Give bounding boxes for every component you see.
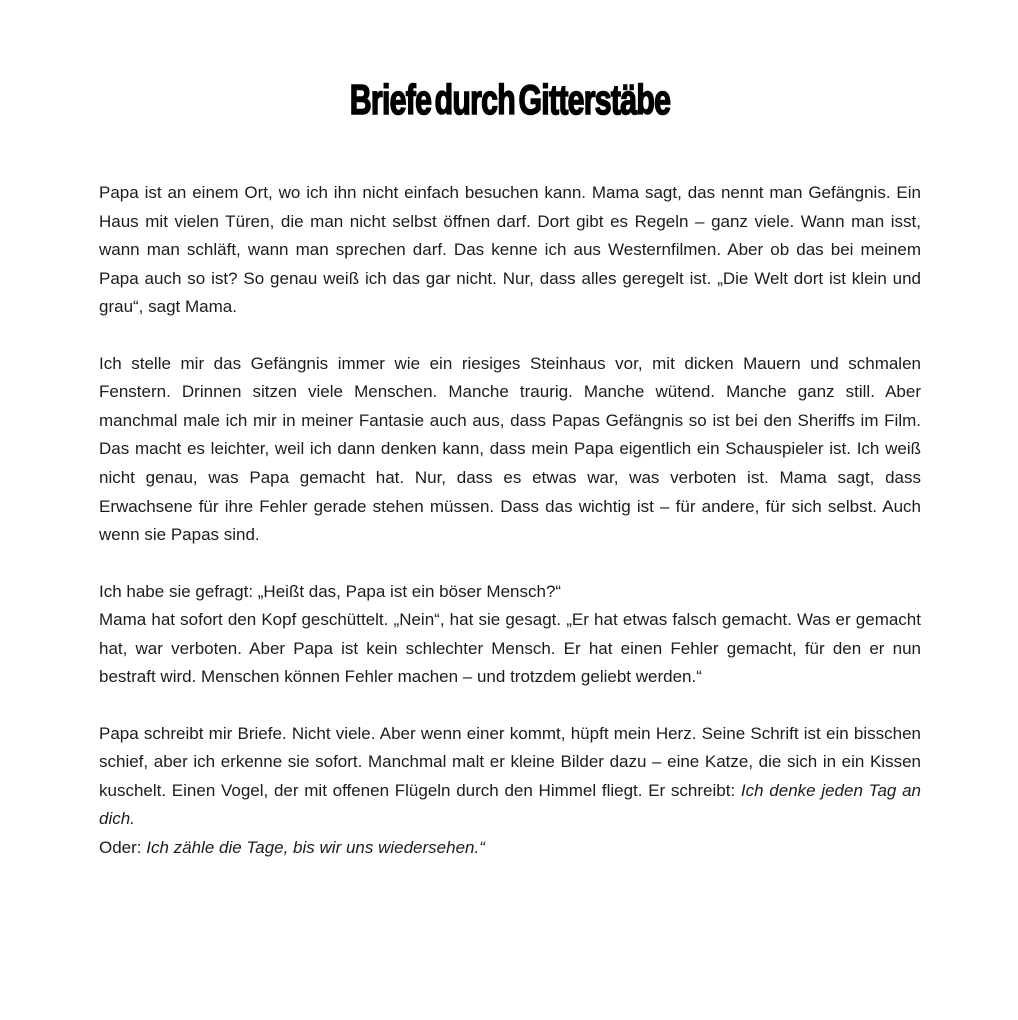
paragraph-1-text: Papa ist an einem Ort, wo ich ihn nicht einfach besuchen kann. Mama sagt, das nennt man Gefängnis. Ein Haus mit vielen Türen, die man nicht selbst öffnen darf. Dort gibt es Regeln – ganz viele. Wann man isst, wann man schläft, wann man sprechen darf. Das kenne ich aus Westernfilmen. Aber ob das bei meinem Papa auch so ist? So genau weiß ich das gar nicht. Nur, dass alles geregelt ist. „Die Welt dort ist klein und grau“, sagt Mama. — [99, 183, 921, 317]
paragraph-4-letter-quote-2: Ich zähle die Tage, bis wir uns wiedersehen.“ — [146, 838, 485, 858]
document-body — [99, 179, 921, 862]
page-title: Briefe durch Gitterstäbe — [349, 76, 671, 123]
paragraph-4-line-2-lead: Oder: — [99, 838, 147, 858]
paragraph-2-text: Ich stelle mir das Gefängnis immer wie ein riesiges Steinhaus vor, mit dicken Mauern und schmalen Fenstern. Drinnen sitzen viele Menschen. Manche traurig. Manche wütend. Manche ganz still. Aber manchmal male ich mir in meiner Fantasie auch aus, dass Papas Gefängnis so ist bei den Sheriffs im Film. Das macht es leichter, weil ich dann denken kann, dass mein Papa eigentlich ein Schauspieler ist. Ich weiß nicht genau, was Papa gemacht hat. Nur, dass es etwas war, was verboten ist. Mama sagt, dass Erwachsene für ihre Fehler gerade stehen müssen. Dass das wichtig ist – für andere, für sich selbst. Auch wenn sie Papas sind. — [99, 353, 921, 545]
paragraph-4-letter-quote-1: Ich denke jeden Tag an dich. — [99, 780, 921, 829]
paragraph-3 — [99, 578, 921, 692]
paragraph-1 — [99, 179, 921, 322]
paragraph-4-lead: Papa schreibt mir Briefe. Nicht viele. Aber wenn einer kommt, hüpft mein Herz. Seine Schrift ist ein bisschen schief, aber ich erkenne sie sofort. Manchmal malt er kleine Bilder dazu – eine Katze, die sich in ein Kissen kuschelt. Einen Vogel, der mit offenen Flügeln durch den Himmel fliegt. Er schreibt: — [99, 723, 921, 800]
paragraph-3-line-1: Ich habe sie gefragt: „Heißt das, Papa ist ein böser Mensch?“ — [99, 581, 562, 601]
paragraph-3-rest: Mama hat sofort den Kopf geschüttelt. „Nein“, hat sie gesagt. „Er hat etwas falsch gemacht. Was er gemacht hat, war verboten. Aber Papa ist kein schlechter Mensch. Er hat einen Fehler gemacht, für den er nun bestraft wird. Menschen können Fehler machen – und trotzdem geliebt werden.“ — [99, 610, 921, 687]
paragraph-4 — [99, 720, 921, 863]
paragraph-2 — [99, 350, 921, 550]
